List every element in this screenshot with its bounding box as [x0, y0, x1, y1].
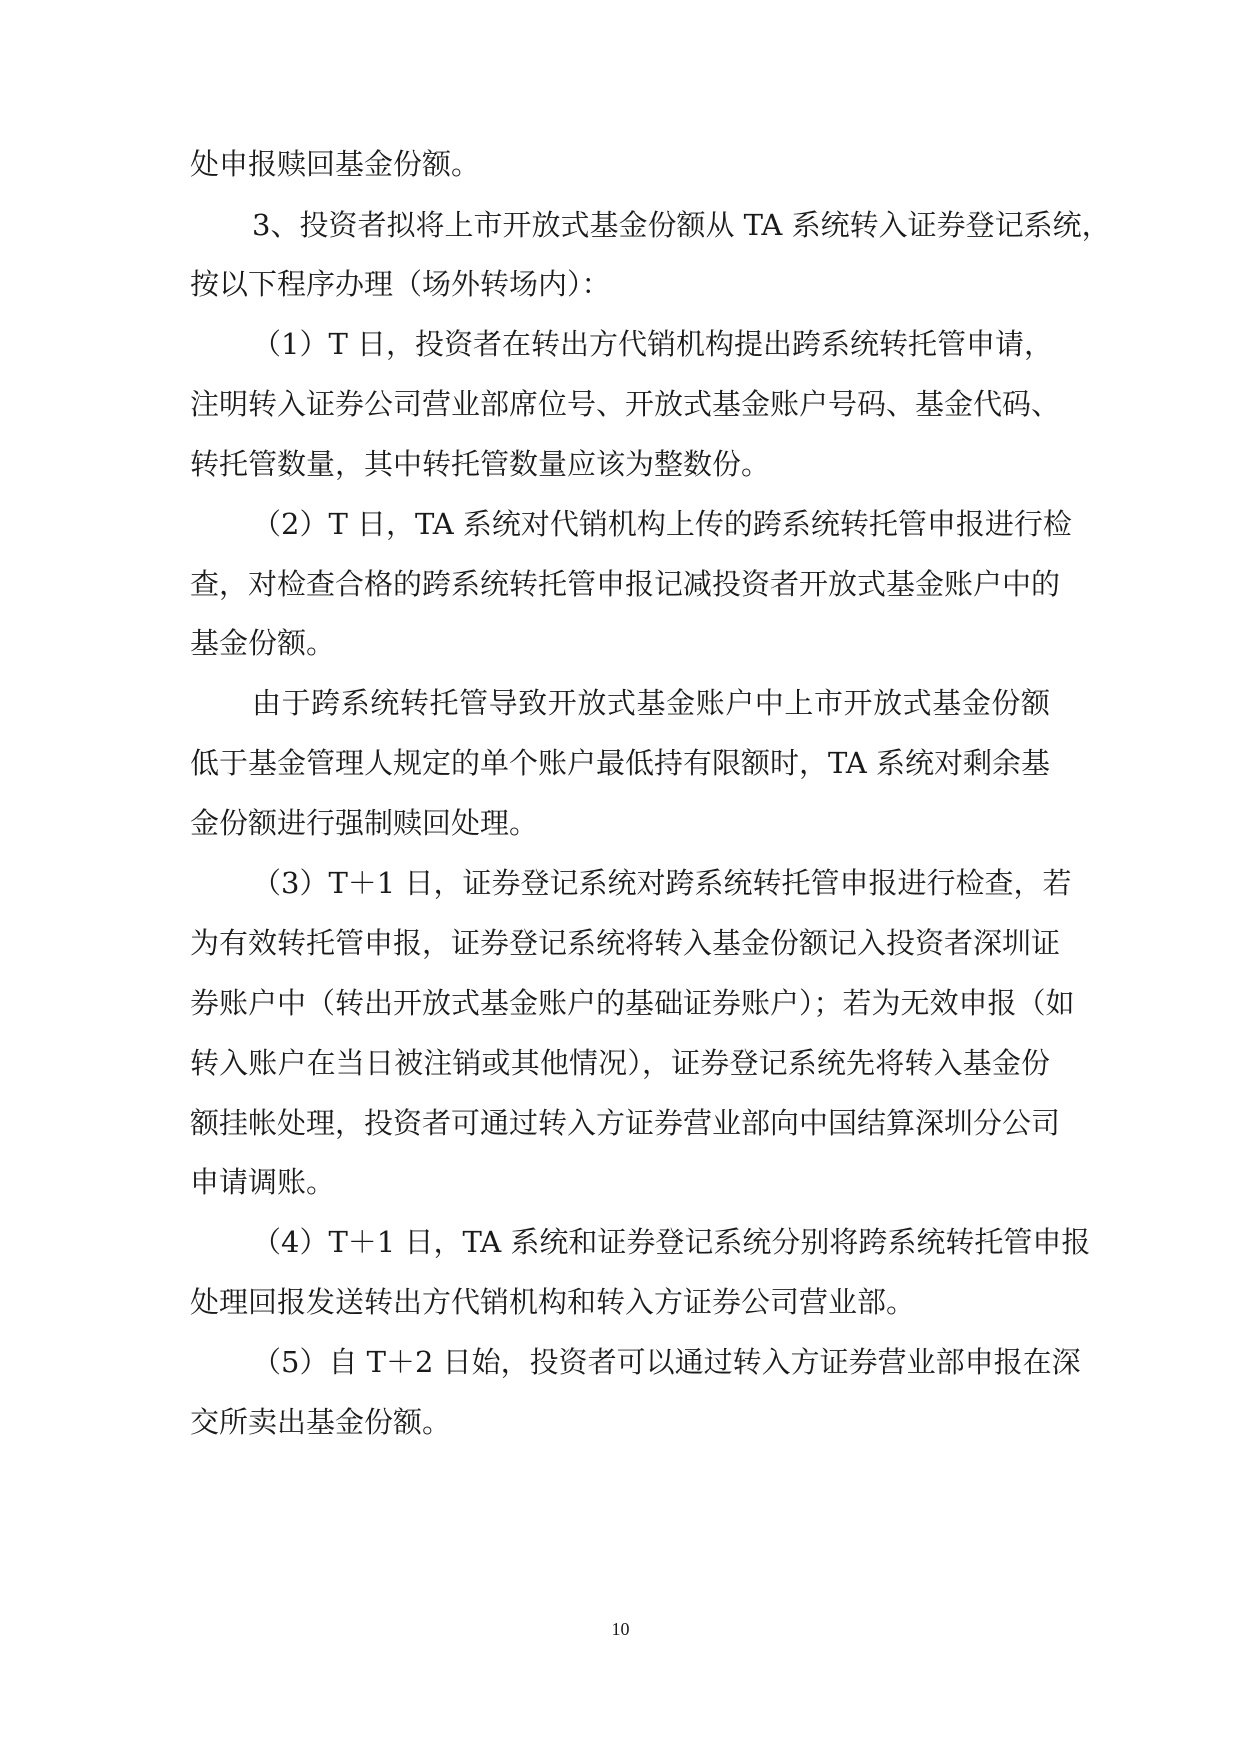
text-line: 处理回报发送转出方代销机构和转入方证券公司营业部。: [190, 1285, 916, 1319]
text-line: 券账户中（转出开放式基金账户的基础证券账户）；若为无效申报（如: [190, 986, 1075, 1020]
text-line: 查，对检查合格的跨系统转托管申报记减投资者开放式基金账户中的: [190, 567, 1061, 601]
text-line: 为有效转托管申报，证券登记系统将转入基金份额记入投资者深圳证: [190, 926, 1061, 960]
text-line: 申请调账。: [190, 1165, 336, 1199]
page-number: 10: [611, 1619, 630, 1639]
text-line: （5）自 T＋2 日始，投资者可以通过转入方证券营业部申报在深: [252, 1345, 1081, 1379]
text-line: 金份额进行强制赎回处理。: [190, 806, 539, 840]
text-line: 低于基金管理人规定的单个账户最低持有限额时，TA 系统对剩余基: [190, 746, 1050, 780]
text-line: 按以下程序办理（场外转场内）：: [190, 267, 611, 301]
text-line: 处申报赎回基金份额。: [190, 147, 481, 181]
text-line: 3、投资者拟将上市开放式基金份额从 TA 系统转入证券登记系统，: [252, 208, 1111, 242]
text-line: （2）T 日，TA 系统对代销机构上传的跨系统转托管申报进行检: [252, 507, 1072, 541]
text-line: 转托管数量，其中转托管数量应该为整数份。: [190, 447, 771, 481]
text-line: 由于跨系统转托管导致开放式基金账户中上市开放式基金份额: [252, 686, 1050, 720]
text-line: 额挂帐处理，投资者可通过转入方证券营业部向中国结算深圳分公司: [190, 1106, 1061, 1140]
text-line: （4）T＋1 日，TA 系统和证券登记系统分别将跨系统转托管申报: [252, 1225, 1091, 1259]
text-line: 基金份额。: [190, 626, 336, 660]
text-line: 转入账户在当日被注销或其他情况），证券登记系统先将转入基金份: [190, 1046, 1050, 1080]
text-line: （3）T＋1 日，证券登记系统对跨系统转托管申报进行检查，若: [252, 866, 1072, 900]
text-line: 交所卖出基金份额。: [190, 1405, 452, 1439]
text-line: 注明转入证券公司营业部席位号、开放式基金账户号码、基金代码、: [190, 387, 1061, 421]
text-line: （1）T 日，投资者在转出方代销机构提出跨系统转托管申请，: [252, 327, 1054, 361]
